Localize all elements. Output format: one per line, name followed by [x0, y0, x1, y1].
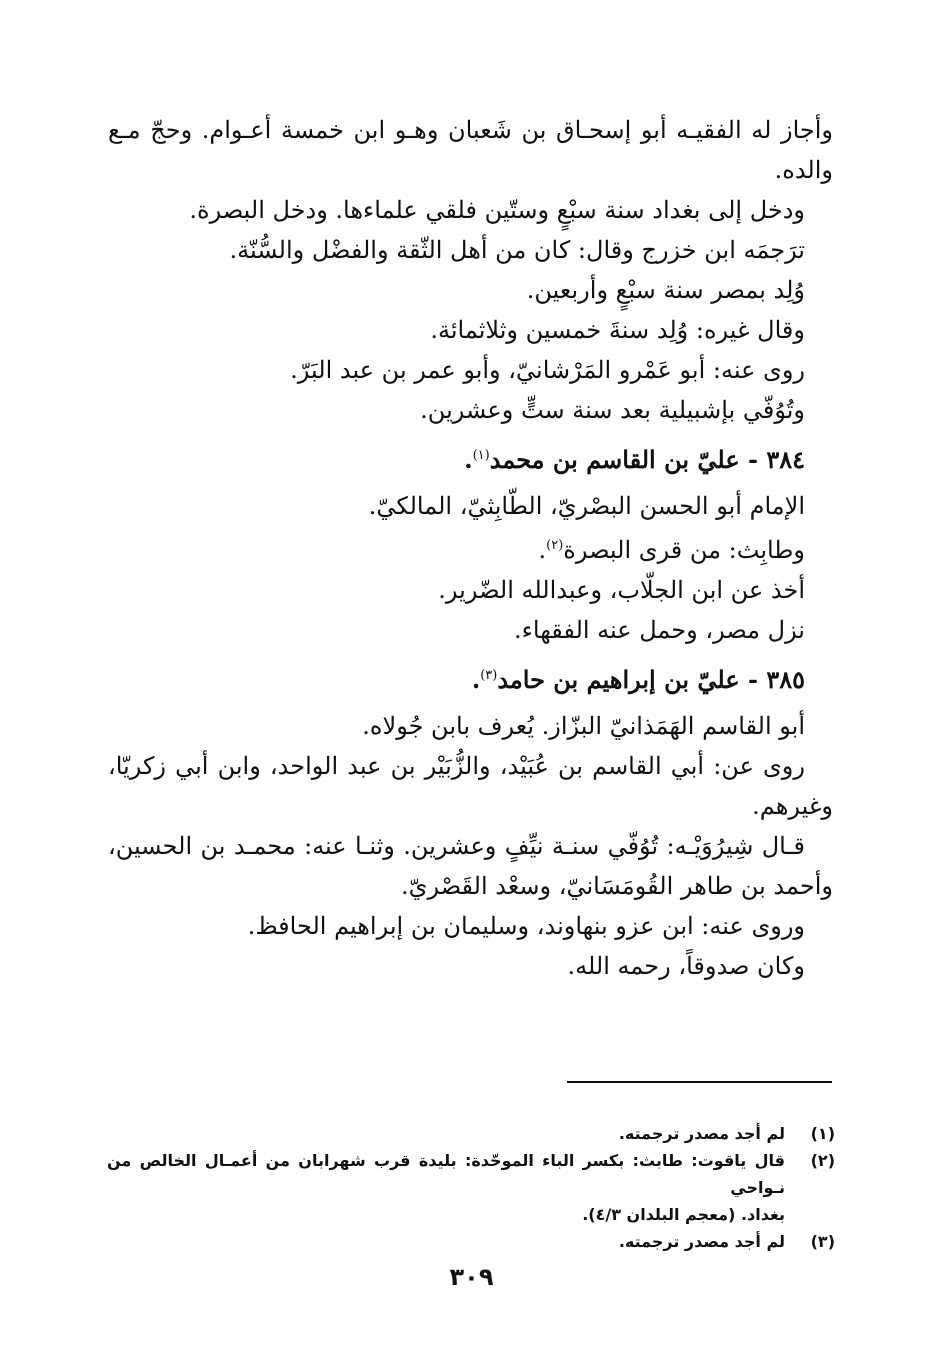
footnote-number: (٢) — [810, 1151, 835, 1170]
text-line: نزل مصر، وحمل عنه الفقهاء. — [514, 616, 805, 644]
text-line: وغيرهم. — [752, 792, 833, 820]
text-segment-end: . — [538, 536, 547, 564]
footnote-text: لم أجد مصدر ترجمته. — [618, 1232, 785, 1251]
footnote-item — [107, 1147, 835, 1228]
entry-heading-text: ٣٨٤ - عليّ بن القاسم بن محمد — [489, 445, 805, 474]
footnote-text — [107, 1147, 785, 1228]
text-line: وكان صدوقاً، رحمه الله. — [567, 952, 805, 980]
page-number: ٣٠٩ — [449, 1263, 494, 1291]
footnote-item — [107, 1228, 835, 1255]
text-line: روى عن: أبي القاسم بن عُبَيْد، والزُّبَيْر بن عبد الواحد، وابن أبي زكريّا، — [108, 752, 805, 780]
text-line: والده. — [774, 156, 833, 184]
text-line: الإمام أبو الحسن البصْريّ، الطّابِثيّ، المالكيّ. — [368, 492, 805, 520]
text-line: وُلِد بمصر سنة سبْعٍ وأربعين. — [526, 276, 805, 304]
text-line: أبو القاسم الهَمَذانيّ البزّاز. يُعرف بابن جُولاه. — [362, 712, 805, 740]
text-line — [108, 526, 833, 570]
text-line: وأحمد بن طاهر القُومَسَانيّ، وسعْد القَصْريّ. — [401, 872, 833, 900]
footnote-item — [107, 1120, 835, 1147]
footnote-ref: (١) — [472, 448, 490, 463]
footnote-number: (١) — [810, 1124, 835, 1143]
footnote-text: لم أجد مصدر ترجمته. — [618, 1124, 785, 1143]
entry-heading-385 — [108, 656, 833, 700]
text-line: أخذ عن ابن الجلّاب، وعبدالله الضّرير. — [438, 576, 805, 604]
text-segment: وطابِث: من قرى البصرة — [563, 536, 805, 564]
main-text — [108, 110, 833, 986]
text-line: روى عنه: أبو عَمْرو المَرْشانيّ، وأبو عمر بن عبد البَرّ. — [290, 356, 805, 384]
footnote-ref: (٢) — [546, 538, 564, 553]
footnote-line: قال ياقوت: طابث: بكسر الباء الموحّدة: بليدة قرب شهرابان من أعمـال الخالص من نـواحي — [107, 1151, 785, 1197]
entry-heading-text: ٣٨٥ - عليّ بن إبراهيم بن حامد — [497, 665, 805, 694]
text-line: وأجاز له الفقيـه أبو إسحـاق بن شَعبان وهـو ابن خمسة أعـوام. وحجّ مـع — [108, 116, 833, 144]
text-line: ودخل إلى بغداد سنة سبْعٍ وستّين فلقي علماءها. ودخل البصرة. — [189, 196, 805, 224]
text-line: قـال شِيرُوَيْـه: تُوُفّي سنـة نيِّفٍ وعشرين. وثنـا عنه: محمـد بن الحسين، — [108, 832, 805, 860]
text-line: وقال غيره: وُلِد سنةَ خمسين وثلاثمائة. — [430, 316, 805, 344]
entry-heading-end: . — [464, 445, 473, 474]
footnote-divider — [567, 1081, 832, 1083]
footnote-ref: (٣) — [480, 668, 498, 683]
footnote-number: (٣) — [810, 1232, 835, 1251]
footnotes — [107, 1120, 835, 1255]
text-line: وروى عنه: ابن عزو بنهاوند، وسليمان بن إبراهيم الحافظ. — [247, 912, 805, 940]
text-line: وتُوُفّي بإشبيلية بعد سنة ستٍّ وعشرين. — [420, 396, 805, 424]
footnote-line: بغداد. (معجم البلدان ٤/٣). — [582, 1205, 785, 1224]
entry-heading-384 — [108, 436, 833, 480]
entry-heading-end: . — [471, 665, 481, 694]
text-line: ترَجمَه ابن خزرج وقال: كان من أهل الثّقة والفضْل والسُّنّة. — [229, 236, 805, 264]
